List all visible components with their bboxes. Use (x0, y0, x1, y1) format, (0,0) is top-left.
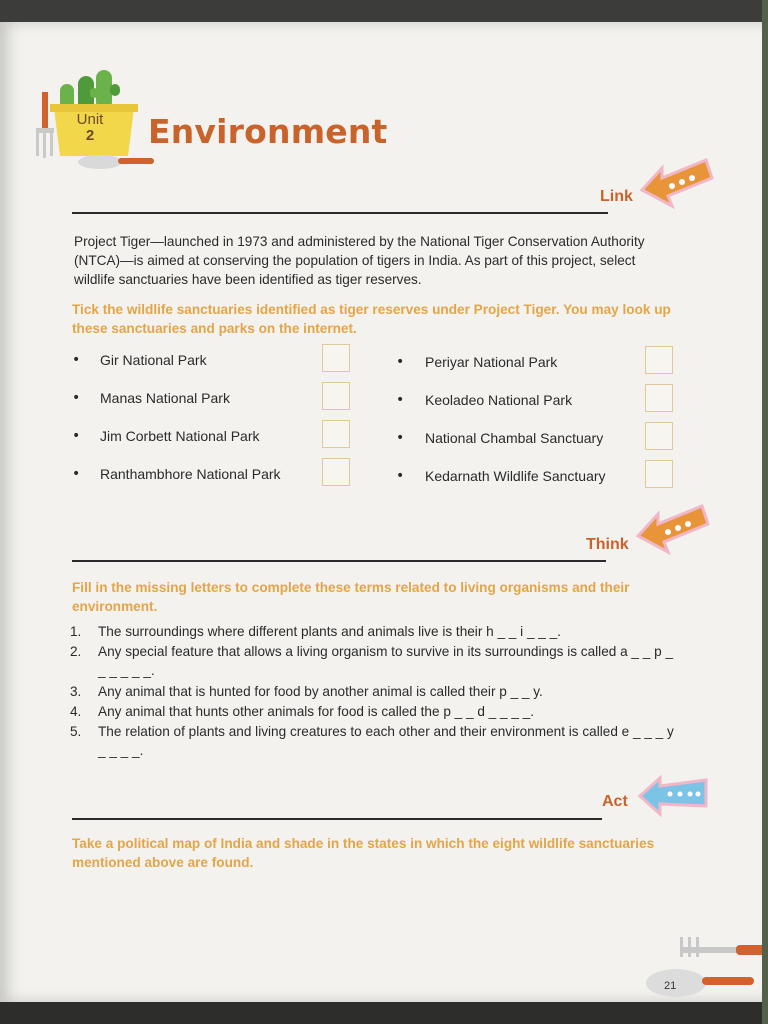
act-instruction: Take a political map of India and shade in the states in which the eight wildlife sanctuaries mentioned above are found. (72, 836, 655, 870)
think-arrow-icon (632, 502, 712, 558)
tickbox-gir[interactable] (322, 344, 350, 372)
tickbox-manas[interactable] (322, 382, 350, 410)
question-number: 5. (70, 724, 82, 739)
park-kedarnath: Kedarnath Wildlife Sanctuary (425, 468, 606, 484)
scan-right-edge (762, 0, 768, 1024)
question-text: Any animal that is hunted for food by another animal is called their p _ _ y. (98, 684, 543, 699)
question-number: 2. (70, 644, 82, 659)
park-gir: Gir National Park (100, 352, 207, 368)
garden-tools-icon (640, 937, 764, 1001)
bullet: • (396, 354, 405, 370)
link-heading: Link (600, 188, 633, 205)
bullet: • (72, 466, 81, 482)
question-text: Any animal that hunts other animals for food is called the p _ _ d _ _ _ _. (98, 704, 535, 719)
link-arrow-icon (636, 156, 716, 212)
textbook-page (0, 22, 768, 1002)
bullet: • (396, 392, 405, 408)
park-ranthambhore: Ranthambhore National Park (100, 466, 281, 482)
question-text: The surroundings where different plants and animals live is their h _ _ i _ _ _. (98, 624, 561, 639)
act-heading: Act (602, 793, 628, 810)
tickbox-periyar[interactable] (645, 346, 673, 374)
tickbox-keoladeo[interactable] (645, 384, 673, 412)
bullet: • (72, 390, 81, 406)
link-instruction: Tick the wildlife sanctuaries identified as tiger reserves under Project Tiger. You may look up these sanctuaries and parks on the internet. (72, 302, 671, 336)
question-number: 1. (70, 624, 82, 639)
think-heading: Think (586, 536, 629, 553)
question-number: 4. (70, 704, 82, 719)
tickbox-national-chambal[interactable] (645, 422, 673, 450)
unit-word: Unit (76, 111, 104, 128)
tickbox-jim-corbett[interactable] (322, 420, 350, 448)
unit-label (68, 112, 112, 144)
act-rule (72, 818, 602, 820)
question-number: 3. (70, 684, 82, 699)
park-jim-corbett: Jim Corbett National Park (100, 428, 260, 444)
scan-bottom-edge (0, 1002, 768, 1024)
tickbox-kedarnath[interactable] (645, 460, 673, 488)
page-number: 21 (664, 980, 677, 992)
tickbox-ranthambhore[interactable] (322, 458, 350, 486)
link-paragraph: Project Tiger—launched in 1973 and administered by the National Tiger Conservation Authority (NTCA)—is aimed at conserving the population of tigers in India. As part of this project, select wildlife sanctuaries have been identified as tiger reserves. (74, 234, 645, 287)
unit-number: 2 (85, 127, 95, 144)
park-keoladeo: Keoladeo National Park (425, 392, 573, 408)
question-text: Any special feature that allows a living organism to survive in its surroundings is called a _ _ p _ _ _ _ _ _. (98, 644, 674, 678)
scan-top-edge (0, 0, 768, 22)
page-title: Environment (148, 112, 388, 151)
think-instruction: Fill in the missing letters to complete these terms related to living organisms and their environment. (72, 580, 630, 614)
bullet: • (72, 428, 81, 444)
bullet: • (396, 468, 405, 484)
question-text: The relation of plants and living creatures to each other and their environment is called e _ _ _ y _ _ _ _. (98, 724, 674, 758)
bullet: • (396, 430, 405, 446)
park-periyar: Periyar National Park (425, 354, 558, 370)
act-arrow-icon (636, 772, 712, 822)
park-manas: Manas National Park (100, 390, 230, 406)
park-national-chambal: National Chambal Sanctuary (425, 430, 604, 446)
link-rule (72, 212, 608, 214)
think-rule (72, 560, 606, 562)
bullet: • (72, 352, 81, 368)
